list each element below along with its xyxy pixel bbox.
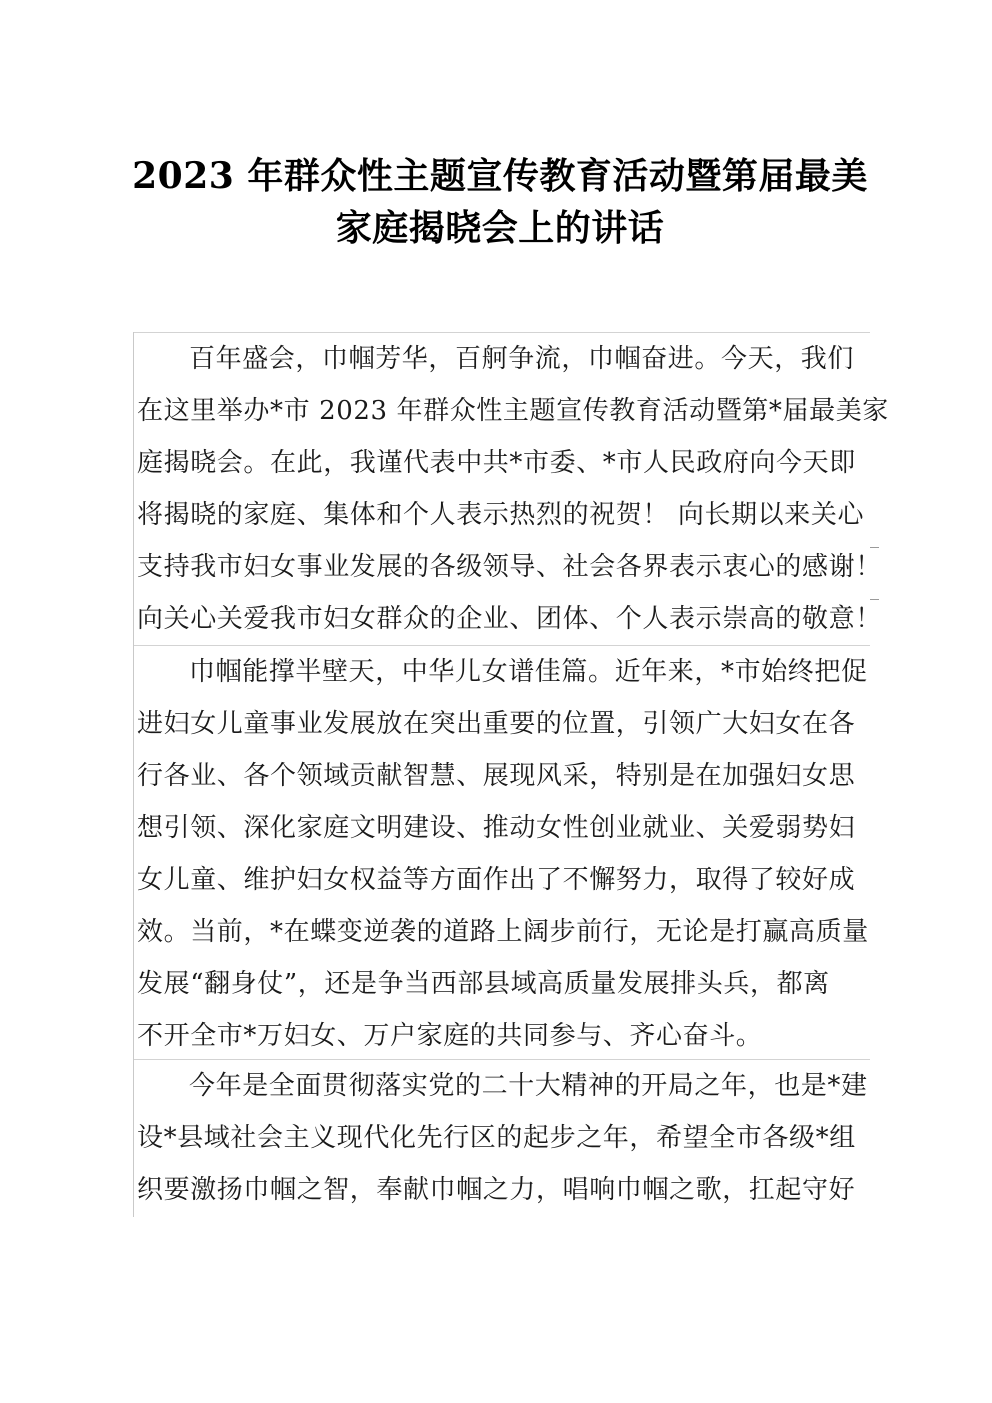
paragraph-2 [134, 645, 870, 1062]
paragraph-line: 织要激扬巾帼之智，奉献巾帼之力，唱响巾帼之歌，扛起守好 [137, 1175, 856, 1205]
paragraph-line: 在这里举办*市 2023 年群众性主题宣传教育活动暨第*届最美家 [137, 396, 889, 426]
paragraph-line: 女儿童、维护妇女权益等方面作出了不懈努力，取得了较好成 [137, 865, 856, 895]
paragraph-line: 进妇女儿童事业发展放在突出重要的位置，引领广大妇女在各 [137, 709, 856, 739]
paragraph-line: 将揭晓的家庭、集体和个人表示热烈的祝贺！ 向长期以来关心 [137, 500, 865, 530]
paragraph-line: 效。当前，*在蝶变逆袭的道路上阔步前行，无论是打赢高质量 [137, 917, 869, 947]
title-line-2: 家庭揭晓会上的讲话 [335, 207, 665, 249]
margin-marker [870, 599, 879, 626]
paragraph-line: 不开全市*万妇女、万户家庭的共同参与、齐心奋斗。 [137, 1021, 763, 1051]
paragraph-line: 庭揭晓会。在此，我谨代表中共*市委、*市人民政府向今天即 [137, 448, 856, 478]
body-text-frame [133, 332, 889, 1217]
paragraph-line: 巾帼能撑半壁天，中华儿女谱佳篇。近年来，*市始终把促 [189, 657, 868, 687]
paragraph-line: 百年盛会，巾帼芳华，百舸争流，巾帼奋进。今天，我们 [189, 344, 855, 374]
paragraph-3 [134, 1059, 870, 1216]
paragraph-line: 向关心关爱我市妇女群众的企业、团体、个人表示崇高的敬意！ [137, 604, 882, 634]
paragraph-line: 发展“翻身仗”，还是争当西部县域高质量发展排头兵，都离 [137, 969, 830, 999]
paragraph-line: 想引领、深化家庭文明建设、推动女性创业就业、关爱弱势妇 [137, 813, 856, 843]
page-title [100, 150, 900, 254]
paragraph-line: 今年是全面贯彻落实党的二十大精神的开局之年，也是*建 [189, 1071, 868, 1101]
title-line-1: 2023 年群众性主题宣传教育活动暨第届最美 [132, 155, 868, 197]
paragraph-line: 设*县域社会主义现代化先行区的起步之年，希望全市各级*组 [137, 1123, 856, 1153]
paragraph-line: 支持我市妇女事业发展的各级领导、社会各界表示衷心的感谢！ [137, 552, 882, 582]
paragraph-1 [134, 332, 889, 645]
margin-marker [870, 547, 879, 574]
paragraph-line: 行各业、各个领域贡献智慧、展现风采，特别是在加强妇女思 [137, 761, 856, 791]
